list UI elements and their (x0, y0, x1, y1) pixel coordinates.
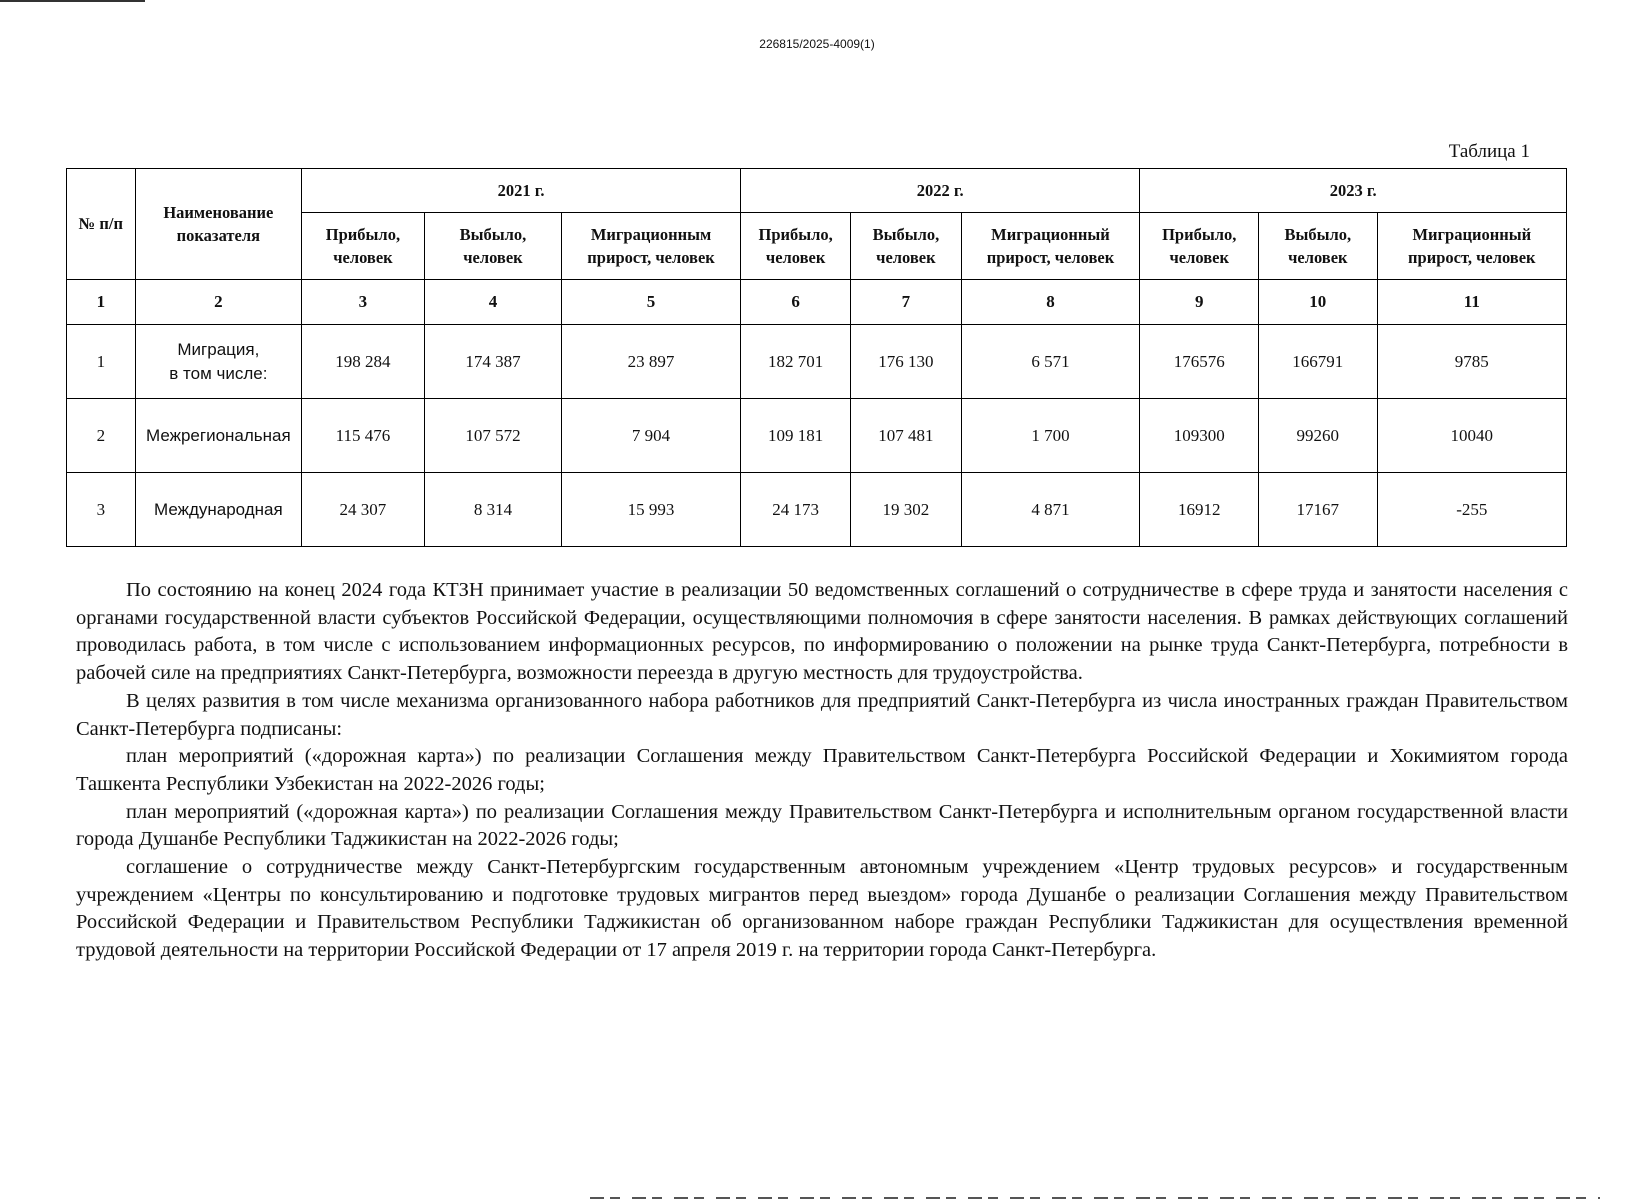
header-departed-2021: Выбыло, человек (424, 213, 561, 280)
cell-value: 166791 (1259, 325, 1378, 399)
paragraph: По состоянию на конец 2024 года КТЗН принимает участие в реализации 50 ведомственных соглашений о сотрудничестве в сфере труда и занятости населения с органами государственной власти субъектов Российской Федерации, осуществляющими полномочия в сфере занятости населения. В рамках действующих соглашений проводилась работа, в том числе с использованием информационных ресурсов, по информированию о положении на рынке труда Санкт-Петербурга, потребности в рабочей силе на предприятиях Санкт-Петербурга, возможности переезда в другую местность для трудоустройства. (76, 579, 1568, 685)
table-label: Таблица 1 (1448, 141, 1530, 162)
cell-value: 4 871 (961, 473, 1140, 547)
row-number: 1 (67, 325, 136, 399)
indicator-name-line1: Миграция, (177, 339, 260, 359)
cell-value: 23 897 (562, 325, 741, 399)
header-growth-2021: Миграционным прирост, человек (562, 213, 741, 280)
cell-value: 1 700 (961, 399, 1140, 473)
header-col-name: Наименование показателя (135, 169, 301, 280)
header-year-2022: 2022 г. (741, 169, 1140, 213)
header-col-no: № п/п (67, 169, 136, 280)
paragraph: В целях развития в том числе механизма организованного набора работников для предприятий Санкт-Петербурга из числа иностранных граждан Правительством Санкт-Петербурга подписаны: (76, 689, 1568, 740)
cell-value: 15 993 (562, 473, 741, 547)
row-number: 3 (67, 473, 136, 547)
column-number-row (67, 280, 1567, 325)
header-growth-2022: Миграционный прирост, человек (961, 213, 1140, 280)
table-row-interregional (67, 399, 1567, 473)
indicator-name: Межрегиональная (135, 399, 301, 473)
cell-value: 176 130 (851, 325, 961, 399)
col-number: 6 (741, 280, 851, 325)
cell-value: 24 173 (741, 473, 851, 547)
document-number: 226815/2025-4009(1) (759, 37, 875, 51)
bottom-scan-artifact (590, 1197, 1600, 1199)
cell-value: 10040 (1377, 399, 1566, 473)
cell-value: 17167 (1259, 473, 1378, 547)
cell-value: 7 904 (562, 399, 741, 473)
cell-value: 198 284 (302, 325, 425, 399)
cell-value: 19 302 (851, 473, 961, 547)
header-arrived-2022: Прибыло, человек (741, 213, 851, 280)
table-row-migration (67, 325, 1567, 399)
col-number: 8 (961, 280, 1140, 325)
cell-value: -255 (1377, 473, 1566, 547)
col-number: 9 (1140, 280, 1259, 325)
paragraph: план мероприятий («дорожная карта») по реализации Соглашения между Правительством Санкт-Петербурга Российской Федерации и Хокимиятом города Ташкента Республики Узбекистан на 2022-2026 годы; (76, 745, 1568, 795)
cell-value: 99260 (1259, 399, 1378, 473)
indicator-name (135, 325, 301, 399)
cell-value: 109300 (1140, 399, 1259, 473)
cell-value: 24 307 (302, 473, 425, 547)
col-number: 5 (562, 280, 741, 325)
col-number: 4 (424, 280, 561, 325)
cell-value: 6 571 (961, 325, 1140, 399)
header-growth-2023: Миграционный прирост, человек (1377, 213, 1566, 280)
paragraph: план мероприятий («дорожная карта») по реализации Соглашения между Правительством Санкт-Петербурга и исполнительным органом государственной власти города Душанбе Республики Таджикистан на 2022-2026 годы; (76, 800, 1568, 851)
paragraph: соглашение о сотрудничестве между Санкт-Петербургским государственным автономным учреждением «Центр трудовых ресурсов» и государственным учреждением «Центры по консультированию и подготовке трудовых мигрантов перед выездом» города Душанбе о реализации Соглашения между Правительством Российской Федерации и Правительством Республики Таджикистан об организованном наборе граждан Республики Таджикистан для осуществления временной трудовой деятельности на территории Российской Федерации от 17 апреля 2019 г. на территории города Санкт-Петербурга. (76, 856, 1568, 962)
cell-value: 107 572 (424, 399, 561, 473)
header-arrived-2021: Прибыло, человек (302, 213, 425, 280)
cell-value: 8 314 (424, 473, 561, 547)
top-rule (0, 0, 145, 2)
indicator-name-line2: в том числе: (169, 363, 268, 383)
cell-value: 9785 (1377, 325, 1566, 399)
indicator-name: Международная (135, 473, 301, 547)
body-text (76, 577, 1568, 965)
col-number: 11 (1377, 280, 1566, 325)
header-arrived-2023: Прибыло, человек (1140, 213, 1259, 280)
col-number: 7 (851, 280, 961, 325)
cell-value: 16912 (1140, 473, 1259, 547)
row-number: 2 (67, 399, 136, 473)
header-departed-2023: Выбыло, человек (1259, 213, 1378, 280)
cell-value: 174 387 (424, 325, 561, 399)
header-year-2021: 2021 г. (302, 169, 741, 213)
cell-value: 109 181 (741, 399, 851, 473)
col-number: 1 (67, 280, 136, 325)
cell-value: 182 701 (741, 325, 851, 399)
cell-value: 176576 (1140, 325, 1259, 399)
col-number: 10 (1259, 280, 1378, 325)
table-row-international (67, 473, 1567, 547)
cell-value: 107 481 (851, 399, 961, 473)
cell-value: 115 476 (302, 399, 425, 473)
header-row-years (67, 169, 1567, 213)
col-number: 2 (135, 280, 301, 325)
migration-table (66, 168, 1567, 547)
header-year-2023: 2023 г. (1140, 169, 1567, 213)
col-number: 3 (302, 280, 425, 325)
header-departed-2022: Выбыло, человек (851, 213, 961, 280)
